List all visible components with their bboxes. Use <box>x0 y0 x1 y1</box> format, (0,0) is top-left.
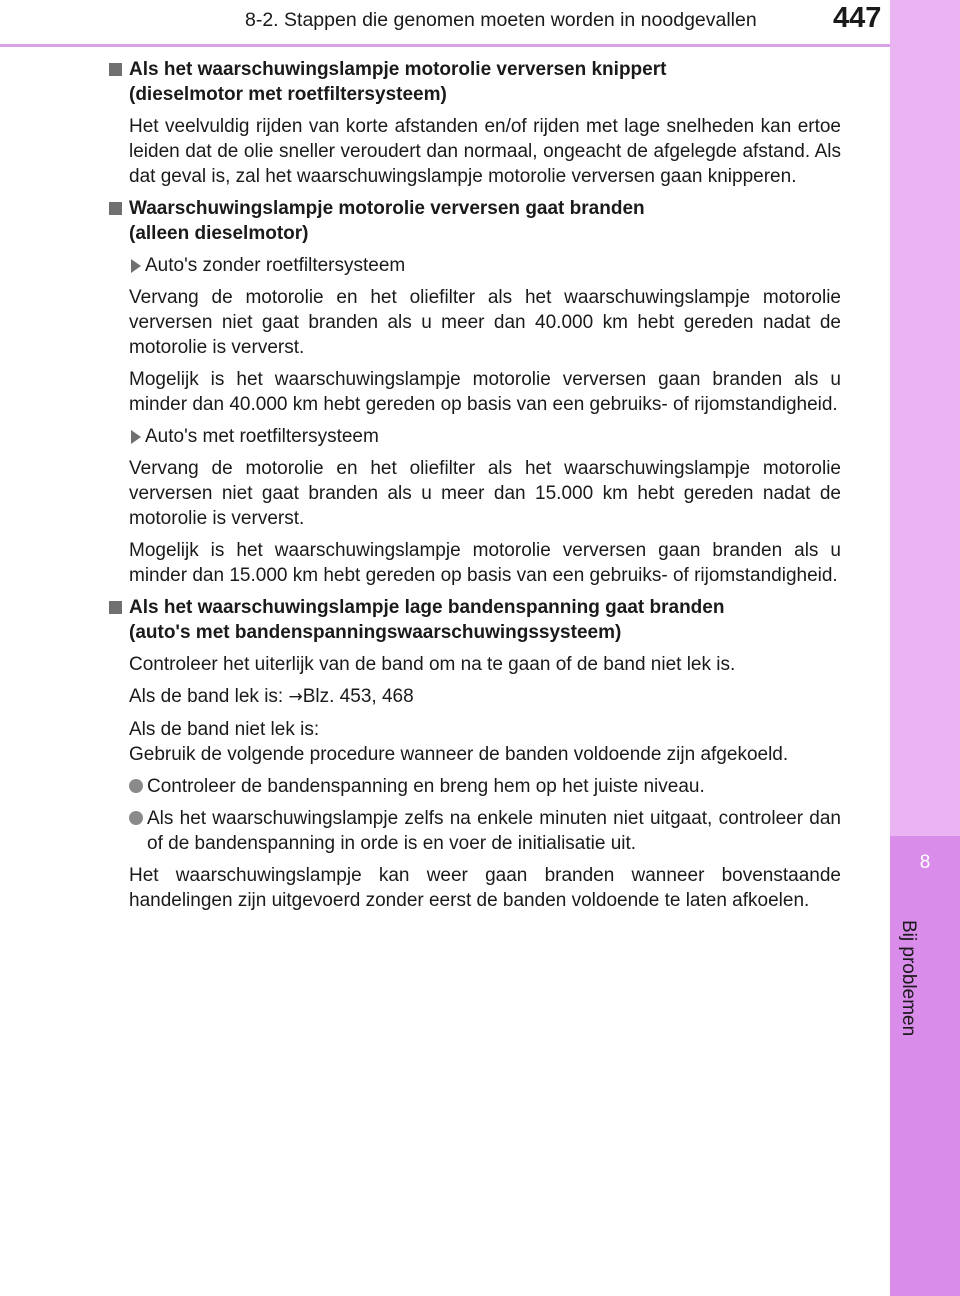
heading-line: Als het waarschuwingslampje lage bandenspanning gaat branden <box>129 597 725 618</box>
page-reference-link[interactable]: Blz. 453, 468 <box>302 686 414 707</box>
main-content <box>107 57 841 920</box>
subheading-label: Auto's met roetfiltersysteem <box>145 426 379 447</box>
heading-line: (dieselmotor met roetfiltersysteem) <box>129 84 447 105</box>
paragraph-page-reference <box>129 684 841 710</box>
list-item <box>129 774 841 799</box>
reference-prefix: Als de band lek is: <box>129 686 289 707</box>
paragraph <box>129 717 841 767</box>
square-bullet-icon <box>109 63 122 76</box>
paragraph-line: Als de band niet lek is: <box>129 719 320 740</box>
square-bullet-icon <box>109 202 122 215</box>
paragraph: Controleer het uiterlijk van de band om na te gaan of de band niet lek is. <box>129 654 736 675</box>
triangle-bullet-icon <box>131 259 141 273</box>
list-item-text: Als het waarschuwingslampje zelfs na enkele minuten niet uitgaat, controleer dan of de bandenspanning in orde is en voer de initialisatie uit. <box>147 808 841 854</box>
circle-bullet-icon <box>129 779 143 793</box>
chapter-number: 8 <box>919 852 931 873</box>
chapter-tab <box>890 836 960 1296</box>
subheading-label: Auto's zonder roetfiltersysteem <box>145 255 406 276</box>
paragraph: Vervang de motorolie en het oliefilter als het waarschuwingslampje motorolie verversen niet gaat branden als u meer dan 40.000 km hebt gereden nadat de motorolie is ververst. <box>129 287 841 358</box>
header-divider <box>0 44 890 47</box>
heading-line: (auto's met bandenspanningswaarschuwingssysteem) <box>129 622 622 643</box>
section-heading-oil-lit <box>107 196 841 246</box>
square-bullet-icon <box>109 601 122 614</box>
paragraph: Het waarschuwingslampje kan weer gaan branden wanneer bovenstaande handelingen zijn uitgevoerd zonder eerst de banden voldoende te laten afkoelen. <box>129 865 841 911</box>
circle-bullet-icon <box>129 811 143 825</box>
running-header-title: 8-2. Stappen die genomen moeten worden in noodgevallen <box>245 9 757 31</box>
arrow-right-icon: → <box>288 687 303 707</box>
page-number: 447 <box>833 2 882 34</box>
paragraph-line: Gebruik de volgende procedure wanneer de banden voldoende zijn afgekoeld. <box>129 744 789 765</box>
heading-line: Waarschuwingslampje motorolie verversen gaat branden <box>129 198 645 219</box>
paragraph: Vervang de motorolie en het oliefilter als het waarschuwingslampje motorolie verversen niet gaat branden als u meer dan 15.000 km hebt gereden nadat de motorolie is ververst. <box>129 458 841 529</box>
side-tab-background <box>890 0 960 836</box>
paragraph: Het veelvuldig rijden van korte afstanden en/of rijden met lage snelheden kan ertoe leiden dat de olie sneller veroudert dan normaal, ongeacht de afgelegde afstand. Als dat geval is, zal het waarschuwingslampje motorolie verversen gaan knipperen. <box>129 116 841 187</box>
subheading-with-filter <box>129 424 841 449</box>
list-item <box>129 806 841 856</box>
triangle-bullet-icon <box>131 430 141 444</box>
subheading-without-filter <box>129 253 841 278</box>
chapter-name: Bij problemen <box>898 920 919 1037</box>
list-item-text: Controleer de bandenspanning en breng hem op het juiste niveau. <box>147 776 705 797</box>
section-heading-oil-blinking <box>107 57 841 107</box>
paragraph: Mogelijk is het waarschuwingslampje motorolie verversen gaan branden als u minder dan 40.000 km hebt gereden op basis van een gebruiks- of rijomstandigheid. <box>129 369 841 415</box>
heading-line: Als het waarschuwingslampje motorolie verversen knippert <box>129 59 667 80</box>
section-heading-tire-pressure <box>107 595 841 645</box>
heading-line: (alleen dieselmotor) <box>129 223 309 244</box>
paragraph: Mogelijk is het waarschuwingslampje motorolie verversen gaan branden als u minder dan 15.000 km hebt gereden op basis van een gebruiks- of rijomstandigheid. <box>129 540 841 586</box>
